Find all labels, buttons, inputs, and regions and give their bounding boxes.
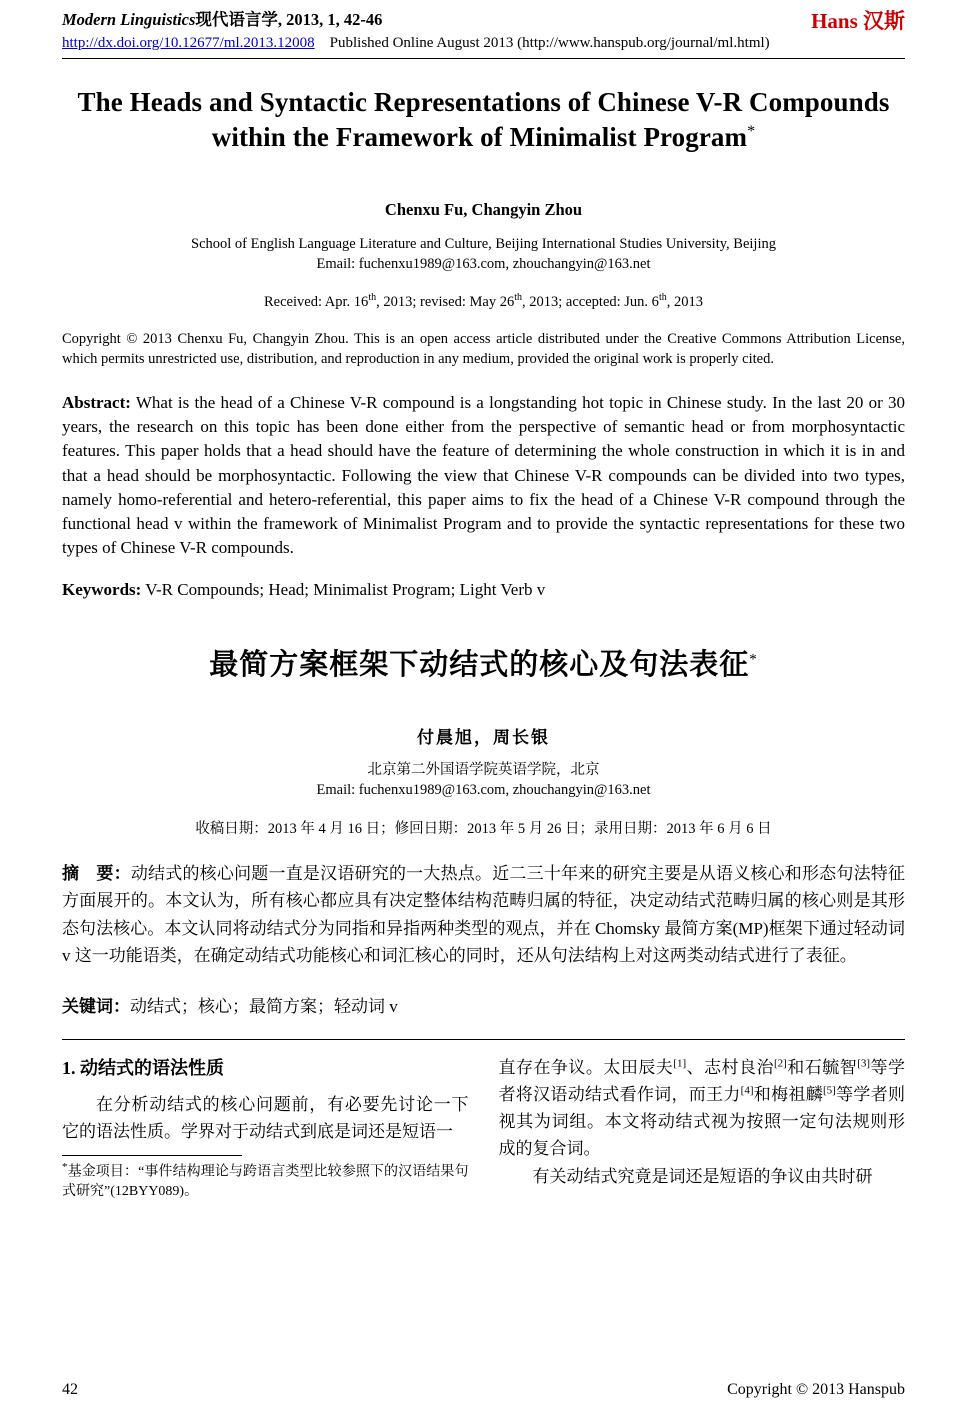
title-cn-footnote-marker: * [749, 651, 758, 668]
col2-p1-part-a: 直存在争议。太田辰夫 [498, 1057, 674, 1077]
journal-title-en: Modern Linguistics [62, 10, 196, 29]
keywords-text: V-R Compounds; Head; Minimalist Program; Light Verb v [141, 580, 546, 600]
affiliation-block-cn [62, 760, 905, 801]
abstract-text: What is the head of a Chinese V-R compound is a longstanding hot topic in Chinese study. In the last 20 or 30 years, the research on this topic has been done either from the perspective of semantic head or from morphosyntactic features. This paper holds that a head should have the feature of determining the whole construction in which it is in and that a head should be morphosyntactic. Following the view that Chinese V-R compounds can be divided into two types, namely homo-referential and hetero-referential, this paper aims to fix the head of a Chinese V-R compound through the functional head v within the framework of Minimalist Program and to provide the syntactic representations for these two types of Chinese V-R compounds. [62, 393, 905, 557]
affiliation-cn: 北京第二外国语学院英语学院，北京 [367, 762, 600, 779]
abstract-cn [62, 860, 905, 970]
column2-paragraph-2: 有关动结式究竟是词还是短语的争议由共时研 [532, 1166, 873, 1186]
keywords-cn-label: 关键词： [62, 996, 130, 1016]
dates-cn: 收稿日期：2013 年 4 月 16 日；修回日期：2013 年 5 月 26 日；录用日期：2013 年 6 月 6 日 [195, 820, 772, 837]
citation-ref-5: [5] [823, 1084, 836, 1097]
abstract-cn-label: 摘 要： [62, 863, 131, 883]
title-footnote-marker: * [747, 123, 756, 141]
title-text: The Heads and Syntactic Representations of Chinese V-R Compounds within the Framework of Minimalist Program [77, 86, 890, 153]
page-footer [62, 1381, 905, 1399]
revised-ordinal: th [514, 291, 523, 303]
page-title-cn [62, 642, 905, 683]
doi-link[interactable]: http://dx.doi.org/10.12677/ml.2013.12008 [62, 35, 315, 51]
col2-p1-part-c: 和石毓智 [786, 1057, 858, 1077]
page-title [62, 85, 905, 156]
journal-title-cn: 现代语言学 [195, 10, 278, 29]
received-rest: , 2013; revised: May 26 [376, 293, 515, 310]
publisher-logo: Hans 汉斯 [811, 9, 905, 33]
body-columns [62, 1054, 905, 1203]
citation-ref-4: [4] [740, 1084, 754, 1097]
citation-ref-3: [3] [857, 1057, 871, 1070]
authors-cn: 付晨旭，周长银 [417, 728, 550, 748]
abstract-cn-text: 动结式的核心问题一直是汉语研究的一大热点。近二三十年来的研究主要是从语义核心和形态句法特征方面展开的。本文认为，所有核心都应具有决定整体结构范畴归属的特征，决定动结式范畴归属的核心则是其形态句法核心。本文认同将动结式分为同指和异指两种类型的观点，并在 Chomsky 最简方案(MP)框架下通过轻动词 v 这一功能语类，在确定动结式功能核心和词汇核心的同时，还从句法结构上对这两类动结式进行了表征。 [62, 863, 906, 966]
accepted-rest: , 2013 [666, 293, 703, 310]
revised-rest: , 2013; accepted: Jun. 6 [522, 293, 659, 310]
column-left [62, 1054, 469, 1203]
col2-p1-part-f: 等学者则视其为词组。本文将动结式视为按照一定句法规则形成的复合词。 [498, 1084, 906, 1159]
accepted-ordinal: th [658, 291, 667, 303]
footnote-marker: * [62, 1160, 68, 1173]
section1-paragraph-1: 在分析动结式的核心问题前，有必要先讨论一下它的语法性质。学界对于动结式到底是词还是短语一 [62, 1094, 469, 1141]
footnote-divider [62, 1155, 242, 1156]
page-number: 42 [62, 1381, 78, 1398]
email-cn: Email: fuchenxu1989@163.com, zhouchangyin@163.net [316, 782, 651, 799]
footnote-text: 基金项目：“事件结构理论与跨语言类型比较参照下的汉语结果句式研究”(12BYY089)。 [62, 1164, 469, 1200]
dates-en [62, 292, 905, 311]
col2-p1-part-d: 等学者将汉语动结式看作词，而王力 [498, 1057, 906, 1104]
keywords-cn-text: 动结式；核心；最简方案；轻动词 v [130, 996, 398, 1016]
copyright-notice: Copyright © 2013 Chenxu Fu, Changyin Zhou. This is an open access article distributed under the Creative Commons Attribution License, which permits unrestricted use, distribution, and reproduction in any medium, provided the original work is properly cited. [62, 330, 905, 367]
received-label: Received: Apr. 16 [264, 293, 369, 310]
authors-en: Chenxu Fu, Changyin Zhou [384, 199, 583, 219]
abstract-label: Abstract: [62, 393, 131, 413]
masthead [62, 10, 905, 32]
footer-copyright: Copyright © 2013 Hanspub [727, 1381, 905, 1398]
title-cn-text: 最简方案框架下动结式的核心及句法表征 [209, 649, 750, 682]
received-ordinal: th [368, 291, 377, 303]
journal-issue: , 2013, 1, 42-46 [277, 10, 383, 29]
abstract-en [62, 391, 905, 560]
journal-info [62, 10, 382, 31]
footnote [62, 1160, 469, 1202]
published-online-text: Published Online August 2013 (http://www.hanspub.org/journal/ml.html) [329, 35, 770, 51]
keywords-en [62, 580, 905, 600]
keywords-label: Keywords: [62, 580, 142, 600]
body-divider [62, 1039, 905, 1040]
section-heading-1: 1. 动结式的语法性质 [62, 1057, 224, 1078]
header-divider [62, 58, 905, 59]
citation-ref-1: [1] [673, 1057, 687, 1070]
affiliation-en: School of English Language Literature and Culture, Beijing International Studies University, Beijing [191, 235, 776, 252]
column2-paragraph-1 [499, 1054, 906, 1163]
doi-line [62, 34, 905, 54]
column-right [499, 1054, 906, 1203]
email-en: Email: fuchenxu1989@163.com, zhouchangyin@163.net [316, 255, 651, 272]
col2-p1-part-b: 、志村良治 [686, 1057, 774, 1077]
col2-p1-part-e: 和梅祖麟 [753, 1084, 823, 1104]
affiliation-block-en [62, 234, 905, 274]
keywords-cn [62, 992, 905, 1017]
citation-ref-2: [2] [774, 1057, 787, 1070]
